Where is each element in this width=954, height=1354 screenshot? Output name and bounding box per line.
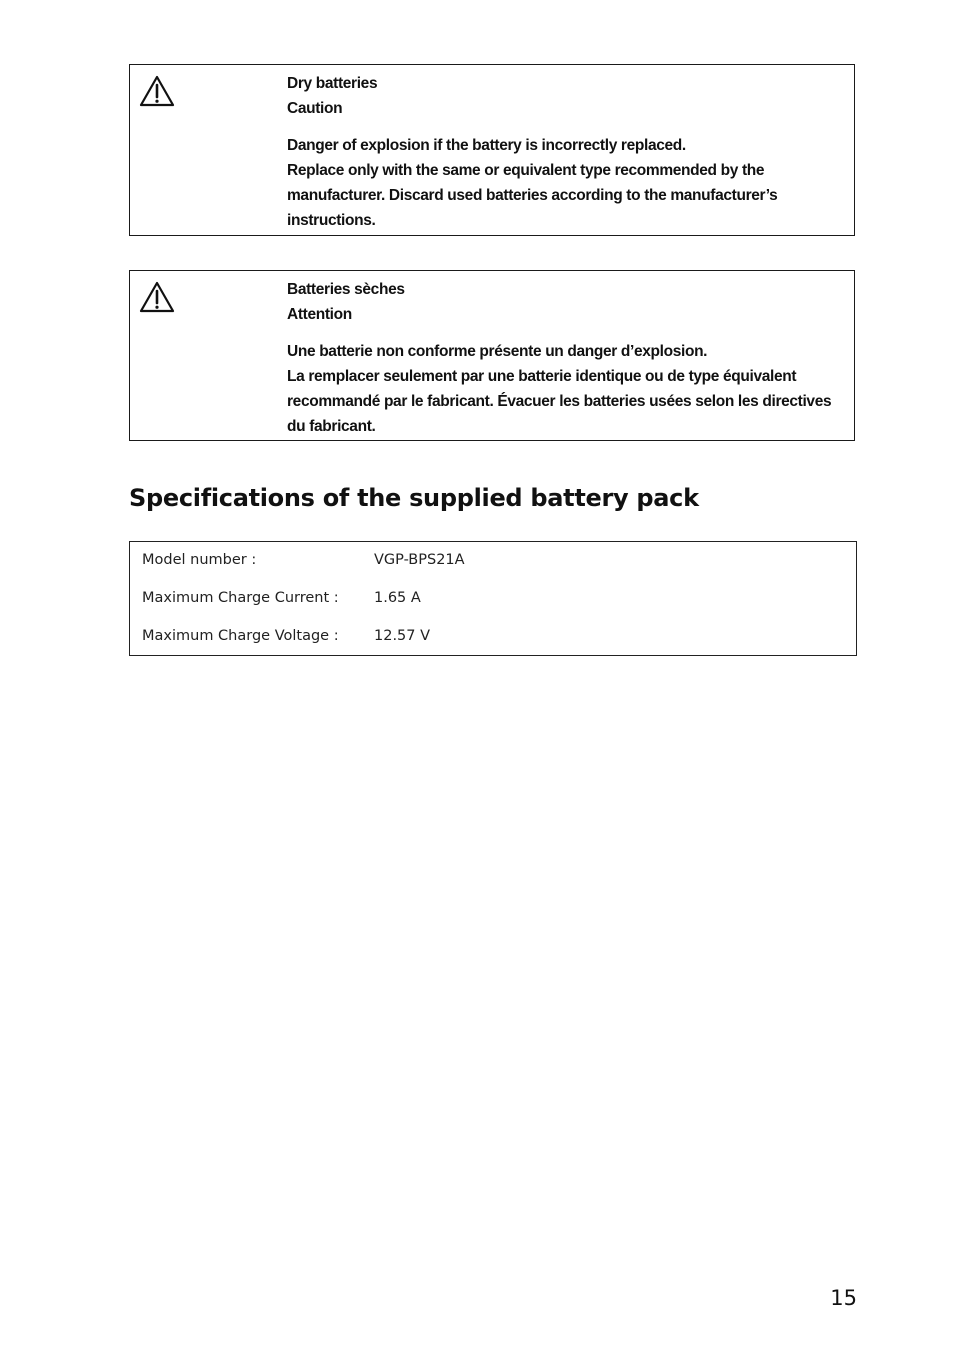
spec-value: 1.65 A	[374, 590, 421, 606]
warning-title: Batteries sèches	[287, 281, 405, 298]
spec-label: Maximum Charge Voltage :	[142, 628, 339, 644]
spec-value: VGP-BPS21A	[374, 552, 465, 568]
page-number: 15	[830, 1286, 857, 1310]
warning-box-english	[129, 64, 855, 236]
warning-subtitle: Caution	[287, 100, 343, 117]
warning-triangle-icon	[139, 75, 175, 107]
warning-subtitle: Attention	[287, 306, 352, 323]
warning-box-french	[129, 270, 855, 441]
warning-body-line: La remplacer seulement par une batterie identique ou de type équivalent	[287, 368, 797, 385]
spec-value: 12.57 V	[374, 628, 431, 644]
specifications-table	[129, 541, 857, 656]
warning-text	[287, 71, 848, 233]
spec-label: Model number :	[142, 552, 257, 568]
warning-body-line: Une batterie non conforme présente un danger d’explosion.	[287, 343, 708, 360]
warning-body-line: instructions.	[287, 212, 376, 229]
warning-triangle-icon	[139, 281, 175, 313]
spec-label: Maximum Charge Current :	[142, 590, 339, 606]
warning-body-line: du fabricant.	[287, 418, 376, 435]
warning-body	[287, 339, 848, 439]
warning-body-line: Danger of explosion if the battery is incorrectly replaced.	[287, 137, 686, 154]
warning-body-line: recommandé par le fabricant. Évacuer les batteries usées selon les directives	[287, 393, 832, 410]
warning-body	[287, 133, 848, 233]
section-heading: Specifications of the supplied battery pack	[129, 484, 699, 512]
warning-body-line: Replace only with the same or equivalent type recommended by the	[287, 162, 765, 179]
warning-text	[287, 277, 848, 439]
warning-title: Dry batteries	[287, 75, 378, 92]
warning-body-line: manufacturer. Discard used batteries according to the manufacturer’s	[287, 187, 778, 204]
